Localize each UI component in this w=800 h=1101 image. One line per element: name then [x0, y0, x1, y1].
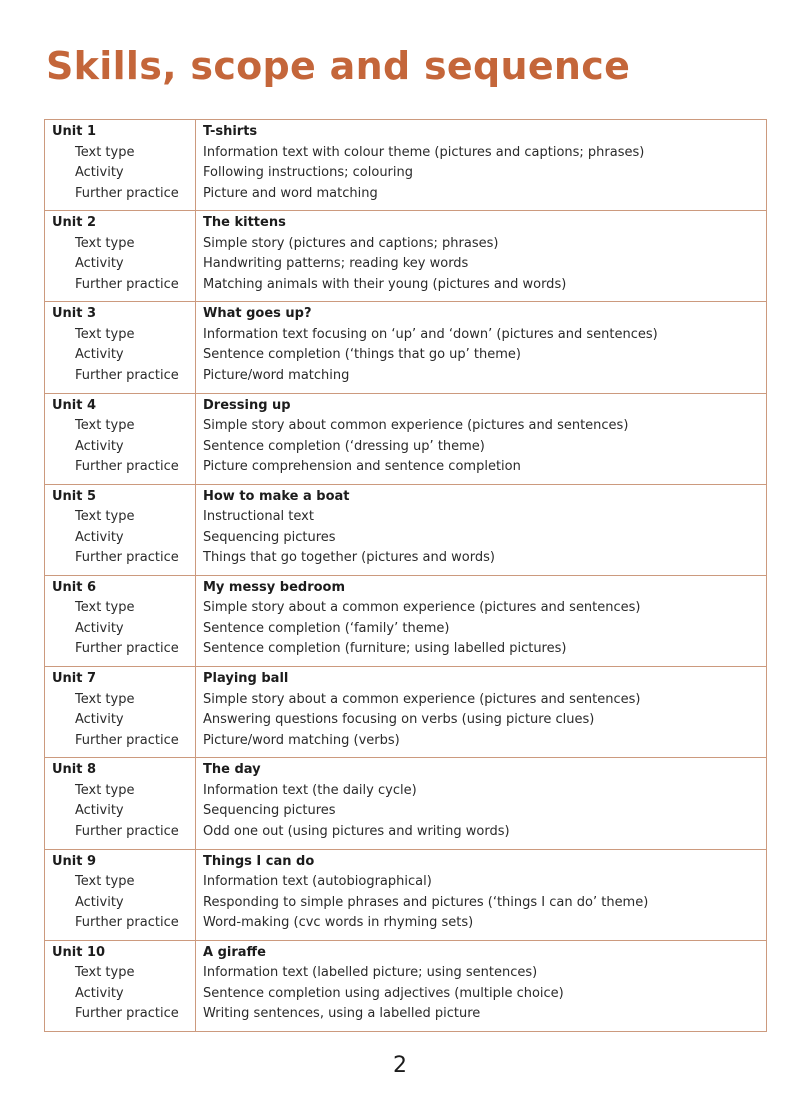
- unit-number: Unit 2: [52, 215, 97, 231]
- label-activity: Activity: [75, 256, 124, 272]
- unit-number: Unit 3: [52, 306, 97, 322]
- label-text-type: Text type: [75, 418, 135, 434]
- value-activity: Sequencing pictures: [203, 529, 336, 545]
- value-activity: Sequencing pictures: [203, 803, 336, 819]
- value-further-practice: Writing sentences, using a labelled picture: [203, 1006, 481, 1022]
- label-text-type: Text type: [75, 235, 135, 251]
- label-further-practice: Further practice: [75, 641, 179, 657]
- unit-label-cell: [45, 484, 196, 575]
- label-further-practice: Further practice: [75, 1006, 179, 1022]
- unit-label-cell: [45, 302, 196, 393]
- value-text-type: Information text focusing on ‘up’ and ‘down’ (pictures and sentences): [203, 326, 658, 342]
- label-text-type: Text type: [75, 600, 135, 616]
- value-further-practice: Sentence completion (furniture; using labelled pictures): [203, 641, 567, 657]
- label-further-practice: Further practice: [75, 367, 179, 383]
- value-text-type: Information text with colour theme (pictures and captions; phrases): [203, 144, 645, 160]
- label-text-type: Text type: [75, 874, 135, 889]
- unit-label-cell: [45, 667, 196, 758]
- value-activity: Responding to simple phrases and pictures (‘things I can do’ theme): [203, 894, 649, 910]
- unit-row: [45, 849, 767, 940]
- page-number: 2: [393, 1053, 407, 1078]
- label-text-type: Text type: [75, 144, 135, 160]
- unit-row: [45, 211, 767, 302]
- unit-label-cell: [45, 575, 196, 666]
- unit-detail-cell: [196, 575, 767, 666]
- unit-detail-cell: [196, 120, 767, 211]
- unit-number: Unit 9: [52, 853, 97, 869]
- unit-row: [45, 302, 767, 393]
- unit-title: How to make a boat: [203, 488, 350, 504]
- label-text-type: Text type: [75, 782, 135, 798]
- label-activity: Activity: [75, 347, 124, 363]
- unit-number: Unit 7: [52, 671, 97, 687]
- label-further-practice: Further practice: [75, 732, 179, 748]
- unit-number: Unit 5: [52, 488, 97, 504]
- unit-title: Playing ball: [203, 671, 289, 687]
- unit-detail-cell: [196, 940, 767, 1031]
- value-text-type: Information text (labelled picture; using sentences): [203, 965, 538, 981]
- unit-row: [45, 758, 767, 849]
- value-further-practice: Matching animals with their young (pictures and words): [203, 276, 567, 292]
- unit-detail-cell: [196, 484, 767, 575]
- unit-title: The day: [203, 762, 261, 778]
- value-further-practice: Picture and word matching: [203, 185, 378, 201]
- label-further-practice: Further practice: [75, 915, 179, 930]
- unit-label-cell: [45, 120, 196, 211]
- value-activity: Sentence completion using adjectives (multiple choice): [203, 985, 564, 1001]
- unit-title: Dressing up: [203, 397, 291, 413]
- unit-row: [45, 940, 767, 1031]
- unit-row: [45, 393, 767, 484]
- label-activity: Activity: [75, 438, 124, 454]
- value-activity: Sentence completion (‘family’ theme): [203, 620, 450, 636]
- unit-label-cell: [45, 849, 196, 940]
- table-body: [45, 120, 767, 1032]
- unit-row: [45, 667, 767, 758]
- label-activity: Activity: [75, 894, 124, 910]
- label-activity: Activity: [75, 712, 124, 728]
- unit-number: Unit 4: [52, 397, 97, 413]
- value-activity: Answering questions focusing on verbs (using picture clues): [203, 712, 595, 728]
- unit-detail-cell: [196, 849, 767, 940]
- label-further-practice: Further practice: [75, 185, 179, 201]
- label-text-type: Text type: [75, 326, 135, 342]
- unit-number: Unit 10: [52, 944, 106, 960]
- value-text-type: Information text (autobiographical): [203, 874, 432, 889]
- unit-label-cell: [45, 758, 196, 849]
- value-text-type: Simple story about a common experience (pictures and sentences): [203, 600, 641, 616]
- unit-row: [45, 484, 767, 575]
- value-text-type: Simple story (pictures and captions; phrases): [203, 235, 499, 251]
- unit-title: T-shirts: [203, 124, 258, 139]
- value-activity: Sentence completion (‘dressing up’ theme): [203, 438, 485, 454]
- unit-detail-cell: [196, 667, 767, 758]
- label-activity: Activity: [75, 165, 124, 180]
- label-text-type: Text type: [75, 965, 135, 981]
- unit-number: Unit 6: [52, 579, 97, 595]
- value-activity: Sentence completion (‘things that go up’ theme): [203, 347, 522, 363]
- unit-detail-cell: [196, 758, 767, 849]
- unit-label-cell: [45, 211, 196, 302]
- value-further-practice: Things that go together (pictures and words): [203, 550, 495, 566]
- label-activity: Activity: [75, 985, 124, 1001]
- label-further-practice: Further practice: [75, 823, 179, 839]
- label-further-practice: Further practice: [75, 459, 179, 475]
- label-text-type: Text type: [75, 691, 135, 707]
- label-activity: Activity: [75, 620, 124, 636]
- value-text-type: Instructional text: [203, 509, 314, 525]
- value-further-practice: Picture/word matching: [203, 367, 350, 383]
- value-text-type: Information text (the daily cycle): [203, 782, 417, 798]
- label-further-practice: Further practice: [75, 550, 179, 566]
- label-further-practice: Further practice: [75, 276, 179, 292]
- value-further-practice: Word-making (cvc words in rhyming sets): [203, 915, 474, 930]
- value-text-type: Simple story about common experience (pictures and sentences): [203, 418, 629, 434]
- unit-title: The kittens: [203, 215, 286, 231]
- unit-title: My messy bedroom: [203, 579, 346, 595]
- unit-detail-cell: [196, 393, 767, 484]
- skills-table: [44, 119, 767, 1032]
- unit-label-cell: [45, 393, 196, 484]
- value-further-practice: Picture comprehension and sentence completion: [203, 459, 521, 475]
- unit-number: Unit 1: [52, 124, 97, 139]
- value-activity: Handwriting patterns; reading key words: [203, 256, 469, 272]
- label-activity: Activity: [75, 529, 124, 545]
- value-text-type: Simple story about a common experience (pictures and sentences): [203, 691, 641, 707]
- value-activity: Following instructions; colouring: [203, 165, 414, 180]
- unit-row: [45, 575, 767, 666]
- value-further-practice: Picture/word matching (verbs): [203, 732, 400, 748]
- unit-number: Unit 8: [52, 762, 97, 778]
- label-text-type: Text type: [75, 509, 135, 525]
- unit-title: What goes up?: [203, 306, 312, 322]
- unit-row: [45, 120, 767, 211]
- unit-detail-cell: [196, 302, 767, 393]
- label-activity: Activity: [75, 803, 124, 819]
- unit-detail-cell: [196, 211, 767, 302]
- page-title: Skills, scope and sequence: [46, 44, 631, 88]
- value-further-practice: Odd one out (using pictures and writing words): [203, 823, 510, 839]
- unit-label-cell: [45, 940, 196, 1031]
- unit-title: Things I can do: [203, 853, 315, 869]
- unit-title: A giraffe: [203, 944, 266, 960]
